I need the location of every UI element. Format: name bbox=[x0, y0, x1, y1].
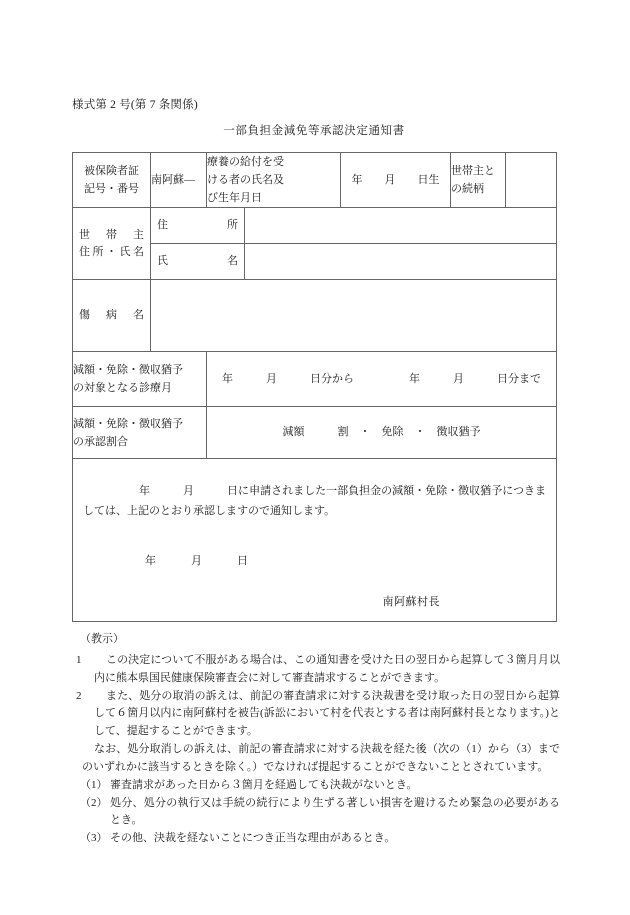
instruction-sub-item-2-text: 処分、処分の執行又は手続の続行により生ずる著しい損害を避けるため緊急の必要があるとき。 bbox=[110, 796, 560, 827]
target-month-label-line1: 減額・免除・徴収猶予 bbox=[73, 364, 183, 377]
instruction-note: なお、処分取消しの訴えは、前記の審査請求に対する決裁を経た後（次の（1）から（3）までのいずれかに該当するときを除く。）でなければ提起することができないこととされています。 bbox=[82, 743, 560, 773]
instruction-item-1-number: 1 bbox=[76, 654, 82, 666]
notice-date-line[interactable]: 年 月 日 bbox=[145, 555, 249, 568]
recipient-label-line2: ける者の氏名及 bbox=[207, 174, 284, 187]
householder-label-line1: 世帯主 bbox=[79, 228, 144, 241]
approval-rate-label-line1: 減額・免除・徴収猶予 bbox=[73, 417, 183, 430]
insurance-card-label-line2: 記号・番号 bbox=[84, 183, 139, 196]
cell-label-approval-rate bbox=[73, 407, 207, 459]
insurance-card-label-line1: 被保険者証 bbox=[84, 165, 139, 178]
instruction-sub-item-1-text: 審査請求があった日から３箇月を経過しても決裁がないとき。 bbox=[110, 778, 418, 791]
name-label: 氏名 bbox=[157, 255, 238, 268]
instruction-sub-items bbox=[72, 777, 560, 848]
instruction-sub-item-2-number: （2） bbox=[80, 796, 108, 809]
notification-form-table bbox=[72, 152, 557, 622]
table-row-notice bbox=[73, 459, 557, 622]
instruction-item-1 bbox=[72, 652, 560, 688]
instructions-title: （教示） bbox=[80, 633, 124, 645]
notice-block bbox=[73, 469, 556, 612]
document-title: 一部負担金減免等承認決定通知書 bbox=[223, 125, 405, 137]
relation-label-line1: 世帯主と bbox=[451, 165, 495, 178]
cell-label-disease bbox=[73, 280, 151, 352]
cell-value-relation[interactable] bbox=[506, 153, 557, 208]
address-label: 住所 bbox=[157, 219, 238, 232]
recipient-label-line1: 療養の給付を受 bbox=[207, 156, 284, 168]
instruction-sub-item-3 bbox=[72, 830, 560, 848]
instruction-item-2-number: 2 bbox=[76, 689, 82, 702]
cell-value-approval-rate[interactable]: 減額 割 ・ 免除 ・ 徴収猶予 bbox=[207, 407, 557, 459]
table-row-disease bbox=[73, 280, 557, 352]
instruction-sub-item-3-text: その他、決裁を経ないことにつき正当な理由があるとき。 bbox=[110, 832, 396, 845]
table-row-target-month bbox=[73, 352, 557, 407]
table-row-approval-rate bbox=[73, 407, 557, 459]
cell-label-address bbox=[151, 208, 245, 244]
table-row-insurance bbox=[73, 153, 557, 208]
instruction-item-2 bbox=[72, 688, 560, 741]
cell-value-disease[interactable] bbox=[151, 280, 557, 352]
notice-paragraph-text: 年 月 日に申請されました一部負担金の減額・免除・徴収猶予につきましては、上記のとおり承認しますので通知します。 bbox=[83, 484, 546, 518]
instructions-block bbox=[72, 652, 560, 848]
cell-label-insurance-card bbox=[73, 153, 151, 208]
target-month-label-line2: の対象となる診療月 bbox=[73, 382, 172, 395]
cell-notice bbox=[73, 459, 557, 622]
instruction-sub-item-1 bbox=[72, 777, 560, 795]
instruction-sub-item-2 bbox=[72, 795, 560, 831]
relation-label-line2: の続柄 bbox=[451, 183, 484, 196]
cell-value-target-month[interactable]: 年 月 日分から 年 月 日分まで bbox=[207, 352, 557, 407]
disease-label: 傷病名 bbox=[79, 309, 144, 322]
cell-label-householder bbox=[73, 208, 151, 280]
instruction-item-2-text: また、処分の取消の訴えは、前記の審査請求に対する決裁書を受け取った日の翌日から起算して６箇月以内に南阿蘇村を被告(訴訟において村を代表とする者は南阿蘇村長となります。)として、提起することができます。 bbox=[94, 689, 560, 738]
recipient-label-line3: び生年月日 bbox=[207, 192, 262, 205]
notice-paragraph bbox=[83, 481, 546, 522]
form-number: 様式第 2 号(第 7 条関係) bbox=[72, 99, 198, 111]
householder-label-line2: 住所・氏名 bbox=[79, 245, 144, 258]
instruction-item-1-text: この決定について不服がある場合は、この通知書を受けた日の翌日から起算して３箇月月以内に熊本県国民健康保険審査会に対して審査請求することができます。 bbox=[94, 654, 560, 684]
cell-value-name[interactable] bbox=[245, 244, 557, 280]
instruction-sub-item-3-number: （3） bbox=[80, 832, 108, 845]
cell-value-birthdate[interactable]: 年 月 日生 bbox=[341, 153, 451, 208]
cell-value-address[interactable] bbox=[245, 208, 557, 244]
cell-label-target-month bbox=[73, 352, 207, 407]
approval-rate-label-line2: の承認割合 bbox=[73, 435, 128, 448]
cell-value-insurance-card[interactable]: 南阿蘇— bbox=[151, 153, 207, 208]
cell-label-name bbox=[151, 244, 245, 280]
cell-label-recipient bbox=[207, 153, 341, 208]
cell-label-relation bbox=[451, 153, 506, 208]
instruction-sub-item-1-number: （1） bbox=[80, 778, 108, 791]
table-row-householder-address bbox=[73, 208, 557, 244]
notice-signature: 南阿蘇村長 bbox=[382, 595, 440, 608]
